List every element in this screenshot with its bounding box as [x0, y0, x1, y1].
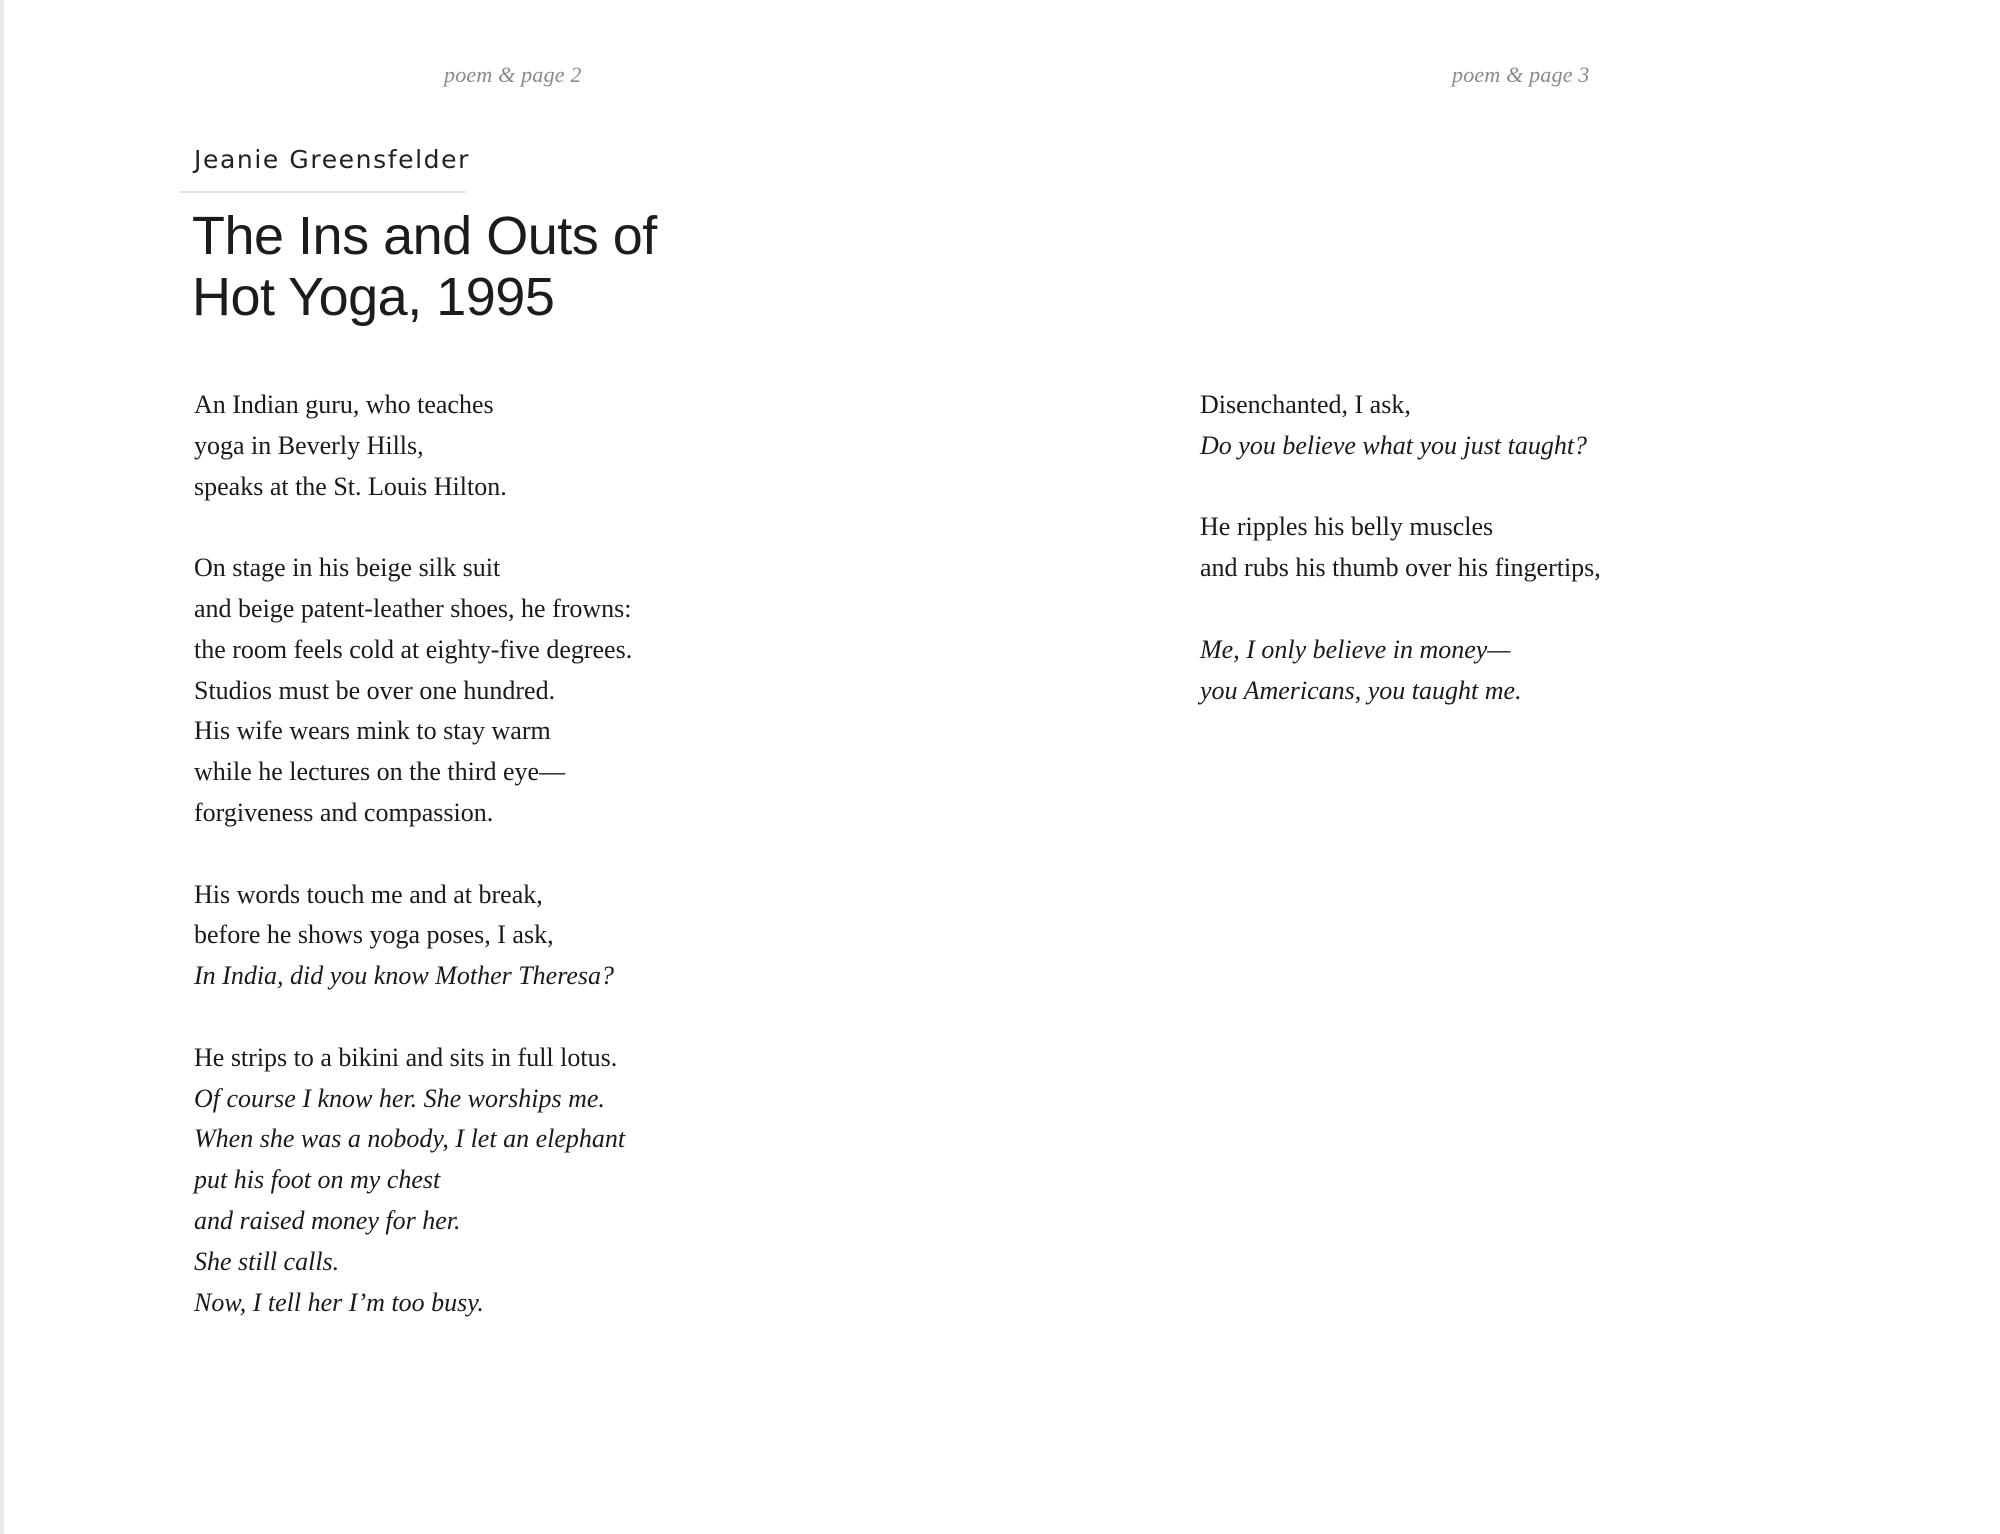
poem-body-right	[1200, 385, 1940, 711]
poem-line: Disenchanted, I ask,	[1200, 390, 1411, 419]
running-head-page-3: poem & page 3	[1452, 62, 1590, 87]
poem-line-italic: you Americans, you taught me.	[1200, 675, 1522, 705]
poem-line: He ripples his belly muscles	[1200, 512, 1494, 542]
stanza-4	[194, 1038, 934, 1324]
poem-line-italic: Do you believe what you just taught?	[1200, 430, 1588, 460]
poem-line-italic: Of course I know her. She worships me.	[194, 1083, 605, 1113]
poem-line: while he lectures on the third eye—	[194, 757, 566, 787]
stanza-break	[194, 507, 934, 548]
poem-line: Studios must be over one hundred.	[194, 675, 556, 705]
poem-line: On stage in his beige silk suit	[194, 553, 501, 583]
poem-line-italic: Me, I only believe in money—	[1200, 634, 1511, 664]
poem-title	[192, 206, 752, 328]
author-name: Jeanie Greensfelder	[194, 145, 470, 174]
poem-line-italic: She still calls.	[194, 1246, 340, 1276]
poem-line: His wife wears mink to stay warm	[194, 716, 551, 746]
poem-line-italic: In India, did you know Mother Theresa?	[194, 961, 615, 991]
stanza-6	[1200, 507, 1940, 589]
poem-line-italic: put his foot on my chest	[194, 1165, 441, 1195]
poem-line-italic: When she was a nobody, I let an elephant	[194, 1124, 626, 1154]
page-3	[1000, 0, 2000, 1534]
poem-line-italic: Now, I tell her I’m too busy.	[194, 1287, 484, 1317]
poem-line: He strips to a bikini and sits in full lotus.	[194, 1042, 618, 1072]
poem-line: An Indian guru, who teaches	[194, 390, 494, 419]
poem-line: before he shows yoga poses, I ask,	[194, 920, 554, 950]
poem-title-line-2: Hot Yoga, 1995	[192, 267, 555, 327]
poem-line: and beige patent-leather shoes, he frowns:	[194, 593, 632, 623]
running-head-page-2: poem & page 2	[444, 62, 582, 87]
poem-line: and rubs his thumb over his fingertips,	[1200, 553, 1601, 583]
poem-body-left	[194, 385, 934, 1323]
stanza-break	[1200, 589, 1940, 630]
stanza-3	[194, 875, 934, 997]
poem-line: forgiveness and compassion.	[194, 797, 494, 827]
stanza-break	[194, 834, 934, 875]
stanza-5	[1200, 385, 1940, 467]
poem-line: speaks at the St. Louis Hilton.	[194, 471, 507, 501]
stanza-2	[194, 548, 934, 834]
stanza-break	[1200, 467, 1940, 508]
poem-line-italic: and raised money for her.	[194, 1205, 461, 1235]
poem-line: His words touch me and at break,	[194, 879, 543, 909]
author-divider	[180, 191, 466, 193]
stanza-1	[194, 385, 934, 507]
poem-line: the room feels cold at eighty-five degrees.	[194, 634, 633, 664]
stanza-break	[194, 997, 934, 1038]
poem-title-line-1: The Ins and Outs of	[192, 206, 657, 266]
stanza-7	[1200, 630, 1940, 712]
poem-line: yoga in Beverly Hills,	[194, 430, 424, 460]
